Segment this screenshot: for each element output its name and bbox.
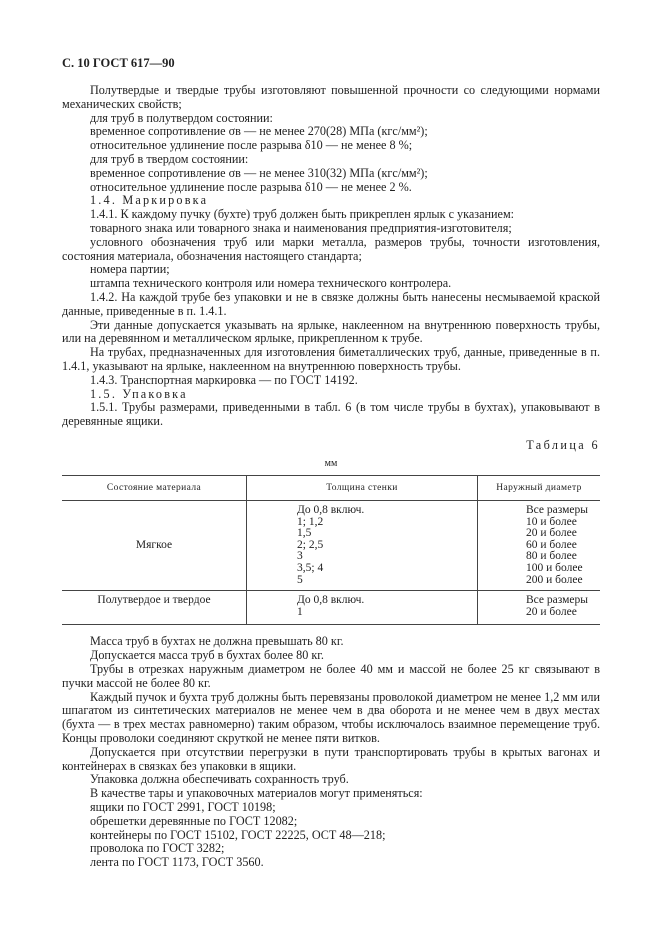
paragraph: проволока по ГОСТ 3282; <box>90 841 225 856</box>
value: 60 и более <box>526 538 577 551</box>
column-header: Состояние материала <box>62 475 247 501</box>
paragraph: 1.4.3. Транспортная маркировка — по ГОСТ 14192. <box>90 372 358 387</box>
table-cell-state: Полутвердое и твердое <box>62 591 247 625</box>
paragraph: штампа технического контроля или номера технического контролера. <box>90 276 452 291</box>
table-6 <box>62 475 600 626</box>
value: 80 и более <box>526 550 577 563</box>
paragraph: Каждый пучок и бухта труб должны быть перевязаны проволокой диаметром не менее 1,2 мм или шпагатом из синтетических материалов не менее чем в два оборота и не менее чем в двух местах (бухта — в трех местах равномерно) таким образом, чтобы исключалось взаимное перемещение труб. Концы проволоки соединяют скруткой не менее пяти витков. <box>62 689 600 746</box>
table-cell-thickness <box>247 501 478 591</box>
value: Все размеры <box>526 594 588 607</box>
paragraph: Трубы в отрезках наружным диаметром не более 40 мм и массой не более 25 кг связывают в пучки массой не более 80 кг. <box>62 662 600 690</box>
paragraph: для труб в полутвердом состоянии: <box>90 110 273 125</box>
column-header: Наружный диаметр <box>478 475 601 501</box>
value: 1,5 <box>297 527 312 540</box>
table-unit: мм <box>324 457 338 469</box>
value: До 0,8 включ. <box>297 594 365 607</box>
paragraph: относительное удлинение после разрыва δ10 — не менее 8 %; <box>90 138 413 153</box>
paragraph: относительное удлинение после разрыва δ10 — не менее 2 %. <box>90 179 412 194</box>
value: 3 <box>297 550 303 563</box>
paragraph: обрешетки деревянные по ГОСТ 12082; <box>90 813 298 828</box>
value: 3,5; 4 <box>297 562 324 575</box>
paragraph: лента по ГОСТ 1173, ГОСТ 3560. <box>90 855 264 870</box>
paragraph: временное сопротивление σв — не менее 270(28) МПа (кгс/мм²); <box>90 124 428 139</box>
paragraph: временное сопротивление σв — не менее 310(32) МПа (кгс/мм²); <box>90 165 428 180</box>
section-heading-packing: 1.5. Упаковка <box>90 386 188 401</box>
paragraph: 1.4.2. На каждой трубе без упаковки и не в связке должны быть нанесены несмываемой краской данные, приведенные в п. 1.4.1. <box>62 289 600 318</box>
value: До 0,8 включ. <box>297 504 365 517</box>
value: 100 и более <box>526 562 583 575</box>
page-header: С. 10 ГОСТ 617—90 <box>62 56 175 70</box>
body-text <box>62 84 600 870</box>
value: 1 <box>297 605 303 618</box>
table-cell-state: Мягкое <box>62 501 247 591</box>
paragraph: Масса труб в бухтах не должна превышать 80 кг. <box>90 634 344 649</box>
value: 20 и более <box>526 605 577 618</box>
after-table-text <box>62 635 600 870</box>
column-header: Толщина стенки <box>247 475 478 501</box>
value: 5 <box>297 573 303 586</box>
paragraph: контейнеры по ГОСТ 15102, ГОСТ 22225, ОСТ 48—218; <box>90 827 386 842</box>
paragraph: На трубах, предназначенных для изготовления биметаллических труб, данные, приведенные в п. 1.4.1, указывают на ярлыке, наклеенном на внутреннюю поверхность трубы. <box>62 345 600 373</box>
paragraph: В качестве тары и упаковочных материалов могут применяться: <box>90 786 423 801</box>
paragraph: ящики по ГОСТ 2991, ГОСТ 10198; <box>90 800 276 815</box>
table-row <box>62 591 600 625</box>
value: 2; 2,5 <box>297 538 324 551</box>
paragraph: Допускается при отсутствии перегрузки в пути транспортировать трубы в крытых вагонах и контейнерах в связках без упаковки в ящики. <box>62 744 600 773</box>
value: Все размеры <box>526 504 588 517</box>
table-caption: Таблица 6 <box>526 437 600 452</box>
table-cell-diameter <box>478 501 601 591</box>
table-cell-diameter <box>478 591 601 625</box>
section-heading-marking: 1.4. Маркировка <box>90 193 209 208</box>
paragraph: номера партии; <box>90 262 170 277</box>
value: 200 и более <box>526 573 583 586</box>
paragraph: Эти данные допускается указывать на ярлыке, наклеенном на внутреннюю поверхность трубы, или на деревянном и металлическом ярлыке, прикрепленном к трубе. <box>62 317 600 346</box>
paragraph: Допускается масса труб в бухтах более 80 кг. <box>90 648 324 663</box>
paragraph: для труб в твердом состоянии: <box>90 151 249 166</box>
value: 10 и более <box>526 515 577 528</box>
paragraph: товарного знака или товарного знака и наименования предприятия-изготовителя; <box>90 220 512 235</box>
table-cell-thickness <box>247 591 478 625</box>
value: 1; 1,2 <box>297 515 324 528</box>
value: 20 и более <box>526 527 577 540</box>
paragraph: 1.5.1. Трубы размерами, приведенными в табл. 6 (в том числе трубы в бухтах), упаковывают в деревянные ящики. <box>62 400 600 429</box>
paragraph: условного обозначения труб или марки металла, размеров трубы, точности изготовления, состояния материала, обозначения настоящего стандарта; <box>62 234 600 263</box>
paragraph: 1.4.1. К каждому пучку (бухте) труб должен быть прикреплен ярлык с указанием: <box>90 207 515 222</box>
table-header-row <box>62 475 600 501</box>
table-row <box>62 501 600 591</box>
paragraph: Полутвердые и твердые трубы изготовляют повышенной прочности со следующими нормами механических свойств; <box>62 83 600 111</box>
paragraph: Упаковка должна обеспечивать сохранность труб. <box>90 772 349 787</box>
